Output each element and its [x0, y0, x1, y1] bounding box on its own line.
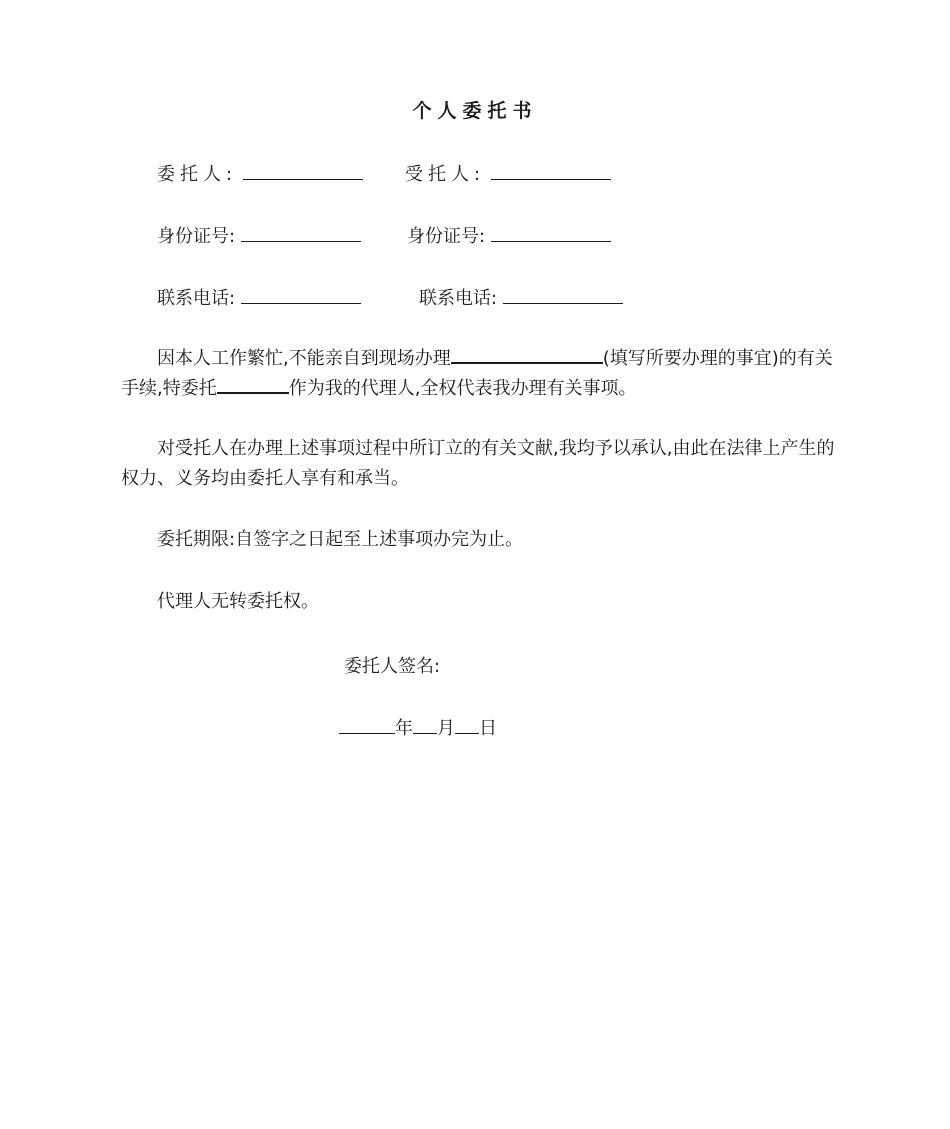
year-blank: [339, 717, 395, 734]
year-label: 年: [395, 718, 413, 739]
agent-name-blank: [217, 376, 289, 394]
signature-label: 委托人签名:: [344, 656, 441, 677]
day-blank: [455, 717, 479, 734]
agent-blank: [491, 163, 611, 180]
principal-phone-blank: [241, 287, 361, 304]
principal-id-label: 身份证号:: [157, 226, 236, 247]
paragraph-acknowledgement: 对受托人在办理上述事项过程中所订立的有关文献,我均予以承认,由此在法律上产生的权力、义务均由委托人享有和承当。: [121, 438, 835, 489]
principal-id-blank: [241, 225, 361, 242]
agent-phone-row: [419, 284, 623, 310]
paragraph-term: 委托期限:自签字之日起至上述事项办完为止。: [157, 529, 524, 550]
principal-label: 委托人:: [157, 164, 238, 185]
matter-blank: [451, 346, 603, 364]
agent-phone-blank: [503, 287, 623, 304]
principal-id-row: [157, 222, 361, 248]
para1-part3: 作为我的代理人,全权代表我办理有关事项。: [288, 378, 637, 399]
paragraph-entrustment: [121, 344, 836, 404]
month-blank: [413, 717, 437, 734]
principal-blank: [243, 163, 363, 180]
para1-part1: 因本人工作繁忙,不能亲自到现场办理: [157, 348, 451, 369]
agent-id-row: [407, 222, 611, 248]
date-row: [339, 714, 497, 740]
document-title: 个人委托书: [412, 100, 538, 122]
agent-label: 受托人:: [405, 164, 486, 185]
para1-part2: (填写所要办理的事宜)的有关手续,特委托: [121, 348, 833, 399]
month-label: 月: [437, 718, 455, 739]
principal-row: [157, 160, 363, 186]
signature-row: [344, 652, 440, 678]
agent-phone-label: 联系电话:: [419, 288, 498, 309]
agent-row: [405, 160, 611, 186]
agent-id-blank: [491, 225, 611, 242]
paragraph-no-subdelegation: 代理人无转委托权。: [157, 591, 319, 612]
principal-phone-label: 联系电话:: [157, 288, 236, 309]
principal-phone-row: [157, 284, 361, 310]
day-label: 日: [479, 718, 497, 739]
agent-id-label: 身份证号:: [407, 226, 486, 247]
